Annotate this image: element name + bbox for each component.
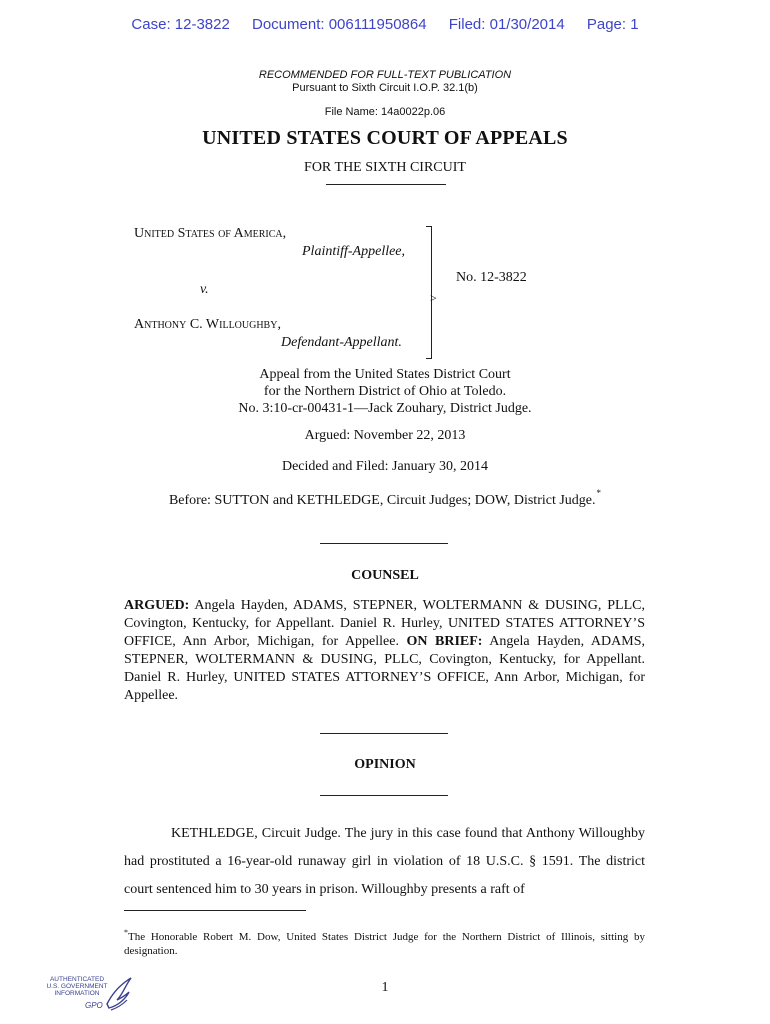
court-name: UNITED STATES COURT OF APPEALS xyxy=(202,127,568,149)
header-filed: Filed: 01/30/2014 xyxy=(448,16,565,33)
gpo-brand: GPO xyxy=(85,1001,103,1010)
header-document: Document: 006111950864 xyxy=(252,16,427,33)
argued-label: ARGUED: xyxy=(124,598,190,613)
opinion-rule-bottom xyxy=(320,795,448,796)
panel-line xyxy=(0,488,770,509)
gpo-line-1: AUTHENTICATED xyxy=(49,976,105,983)
plaintiff-role: Plaintiff-Appellee, xyxy=(302,244,406,259)
publication-rule: Pursuant to Sixth Circuit I.O.P. 32.1(b) xyxy=(292,82,478,94)
caption-bracket-point: > xyxy=(430,291,437,305)
opinion-heading: OPINION xyxy=(354,757,416,772)
gpo-line-3: INFORMATION xyxy=(54,990,100,997)
ecf-header xyxy=(0,16,770,33)
counsel-rule-top xyxy=(320,543,448,544)
footnote xyxy=(124,926,645,958)
counsel-paragraph xyxy=(124,597,645,705)
panel-judges: Before: SUTTON and KETHLEDGE, Circuit Judges; DOW, District Judge. xyxy=(168,493,596,508)
page-number: 1 xyxy=(381,980,389,995)
defendant-name: Anthony C. Willoughby, xyxy=(134,317,281,332)
gpo-line-2: U.S. GOVERNMENT xyxy=(46,983,108,990)
plaintiff-name: United States of America, xyxy=(134,226,287,241)
defendant-role: Defendant-Appellant. xyxy=(281,335,402,350)
gpo-caption xyxy=(45,976,109,997)
footnote-rule xyxy=(124,910,306,911)
file-name: File Name: 14a0022p.06 xyxy=(324,106,446,118)
opinion-rule-top xyxy=(320,733,448,734)
eagle-icon xyxy=(103,974,133,1014)
footnote-marker: * xyxy=(124,928,128,937)
appeal-line-1: Appeal from the United States District Court xyxy=(259,367,511,382)
appeal-line-3: No. 3:10-cr-00431-1—Jack Zouhary, District Judge. xyxy=(238,401,532,416)
header-page: Page: 1 xyxy=(586,16,639,33)
appeal-info xyxy=(0,366,770,417)
decided-date: Decided and Filed: January 30, 2014 xyxy=(281,459,489,474)
appeal-line-2: for the Northern District of Ohio at Toledo. xyxy=(263,384,507,399)
opinion-paragraph: KETHLEDGE, Circuit Judge. The jury in this case found that Anthony Willoughby had prostituted a 16-year-old runaway girl in violation of 18 U.S.C. § 1591. The district court sentenced him to 30 years in prison. Willoughby presents a raft of xyxy=(124,826,645,897)
header-case: Case: 12-3822 xyxy=(131,16,230,33)
argued-date: Argued: November 22, 2013 xyxy=(304,428,466,443)
footnote-text: The Honorable Robert M. Dow, United States District Judge for the Northern District of Illinois, sitting by designation. xyxy=(124,931,645,957)
circuit-underline xyxy=(326,184,446,185)
court-circuit: FOR THE SIXTH CIRCUIT xyxy=(304,160,466,175)
gpo-authentication-logo xyxy=(45,972,140,1016)
brief-label: ON BRIEF: xyxy=(406,634,483,649)
publication-recommendation: RECOMMENDED FOR FULL-TEXT PUBLICATION xyxy=(258,69,512,81)
panel-footnote-marker: * xyxy=(596,488,602,498)
counsel-heading: COUNSEL xyxy=(351,568,419,583)
argued-counsel: Angela Hayden, ADAMS, STEPNER, WOLTERMANN & DUSING, PLLC, Covington, Kentucky, for Appellant. Daniel R. Hurley, UNITED STATES ATTORNEY’S OFFICE, Ann Arbor, Michigan, for Appellee. xyxy=(124,598,645,649)
brief-counsel: Angela Hayden, ADAMS, STEPNER, WOLTERMANN & DUSING, PLLC, Covington, Kentucky, for Appellant. Daniel R. Hurley, UNITED STATES ATTORNEY’S OFFICE, Ann Arbor, Michigan, for Appellee. xyxy=(124,634,645,703)
case-number: No. 12-3822 xyxy=(456,270,527,285)
versus: v. xyxy=(200,282,209,297)
